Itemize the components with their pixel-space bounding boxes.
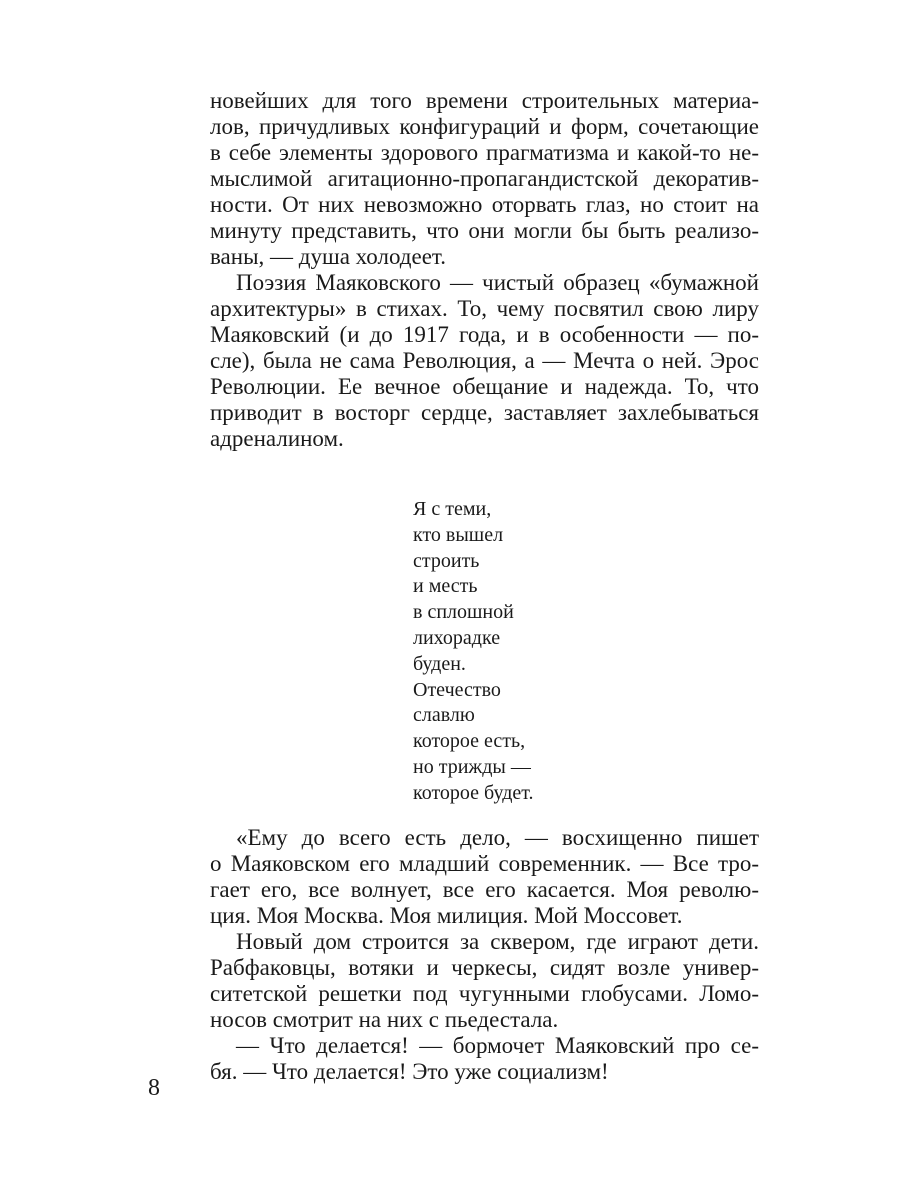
text-line: приводит в восторг сердце, заставляет захлебываться xyxy=(210,400,759,425)
verse-line: которое будет. xyxy=(413,781,534,804)
text-line: ция. Моя Москва. Моя милиция. Мой Моссовет. xyxy=(210,903,683,928)
verse-line: Отечество xyxy=(413,678,501,701)
text-line: ситетской решетки под чугунными глобусами. Ломо- xyxy=(210,981,759,1006)
text-line: гает его, все волнует, все его касается. Моя револю- xyxy=(210,877,759,902)
text-line: о Маяковском его младший современник. — Все тро- xyxy=(210,851,759,876)
text-line: сле), была не сама Революция, а — Мечта о ней. Эрос xyxy=(210,348,759,373)
text-line: новейших для того времени строительных материа- xyxy=(210,88,759,113)
text-line: носов смотрит на них с пьедестала. xyxy=(210,1007,559,1032)
verse-line: кто вышел xyxy=(413,523,504,546)
poem-quote xyxy=(413,497,533,807)
page-number: 8 xyxy=(148,1075,160,1101)
verse-line: Я с теми, xyxy=(413,498,492,520)
prose-block-bottom xyxy=(210,825,759,1085)
verse-line: буден. xyxy=(413,652,466,675)
verse-line: и месть xyxy=(413,575,478,598)
text-line: в себе элементы здорового прагматизма и какой-то не- xyxy=(210,140,759,165)
prose-block-top xyxy=(210,88,759,452)
text-line: Маяковский (и до 1917 года, и в особенности — по- xyxy=(210,322,759,347)
paragraph-first-line: Поэзия Маяковского — чистый образец «бумажной xyxy=(236,270,759,295)
text-line: адреналином. xyxy=(210,426,344,451)
verse-line: в сплошной xyxy=(413,601,514,624)
verse-line: славлю xyxy=(413,704,475,727)
text-line: лов, причудливых конфигураций и форм, сочетающие xyxy=(210,114,759,139)
verse-line: которое есть, xyxy=(413,730,526,753)
text-line: Революции. Ее вечное обещание и надежда. То, что xyxy=(210,374,759,399)
text-line: ваны, — душа холодеет. xyxy=(210,244,446,269)
paragraph-first-line: «Ему до всего есть дело, — восхищенно пишет xyxy=(236,825,759,850)
text-line: мыслимой агитационно-пропагандистской декоратив- xyxy=(210,166,759,191)
verse-line: лихорадке xyxy=(413,626,501,649)
text-line: ности. От них невозможно оторвать глаз, но стоит на xyxy=(210,192,759,217)
paragraph-first-line: — Что делается! — бормочет Маяковский про се- xyxy=(236,1033,759,1058)
text-line: архитектуры» в стихах. То, чему посвятил свою лиру xyxy=(210,296,759,321)
text-line: минуту представить, что они могли бы быть реализо- xyxy=(210,218,759,243)
verse-line: но трижды — xyxy=(413,755,531,778)
paragraph-first-line: Новый дом строится за сквером, где играют дети. xyxy=(236,929,759,954)
text-line: Рабфаковцы, вотяки и черкесы, сидят возле универ- xyxy=(210,955,759,980)
verse-line: строить xyxy=(413,549,480,572)
text-line: бя. — Что делается! Это уже социализм! xyxy=(210,1059,609,1084)
